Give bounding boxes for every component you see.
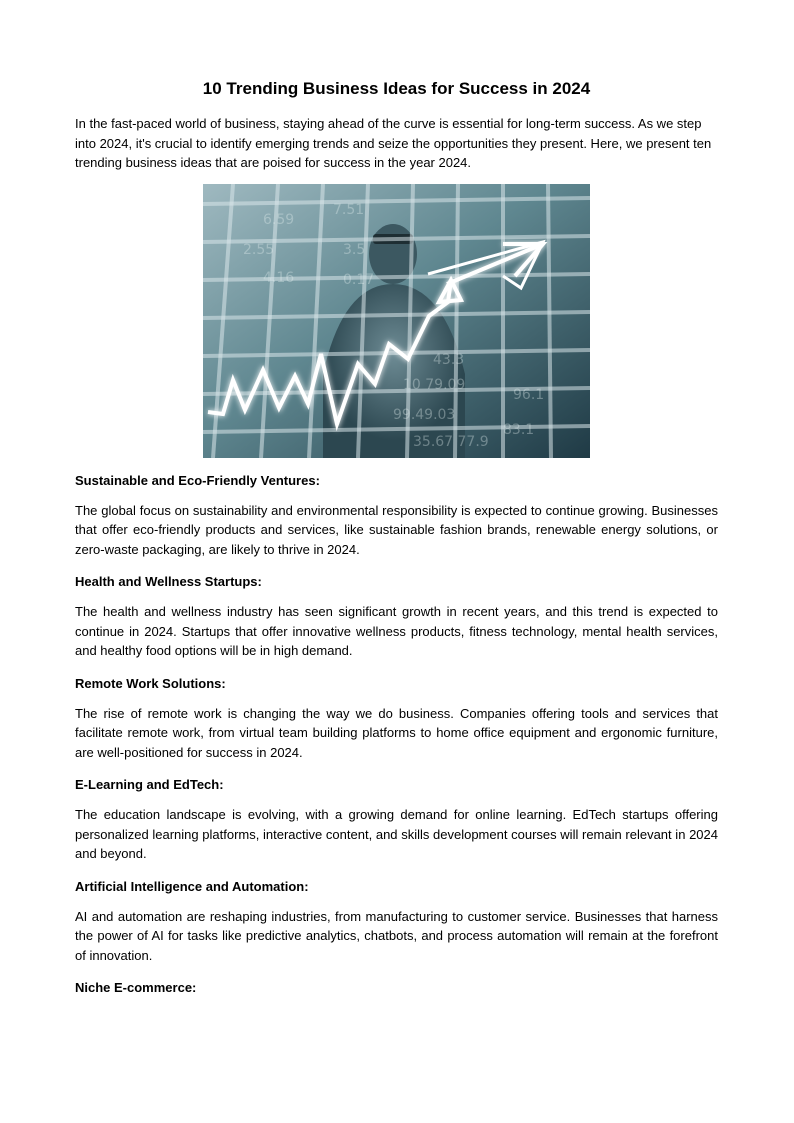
svg-text:6.59: 6.59 xyxy=(263,211,295,228)
svg-text:96.1: 96.1 xyxy=(513,386,545,403)
section-heading-sustainable: Sustainable and Eco-Friendly Ventures: xyxy=(75,472,320,488)
hero-image xyxy=(203,184,590,458)
section-body-health: The health and wellness industry has seen significant growth in recent years, and this trend is expected to continue in 2024. Startups that offer innovative wellness products, fitness technology, mental health services, and healthy food options will be in high demand. xyxy=(75,604,718,658)
section-heading-elearning: E-Learning and EdTech: xyxy=(75,777,224,792)
intro-paragraph: In the fast-paced world of business, staying ahead of the curve is essential for long-term success. As we step into 2024, it's crucial to identify emerging trends and seize the opportunities they present. Here, we present ten trending business ideas that are poised for success in the year 2024. xyxy=(75,116,712,170)
svg-text:2.55: 2.55 xyxy=(243,241,275,258)
svg-text:0.17: 0.17 xyxy=(343,271,375,288)
document-page xyxy=(75,78,718,1008)
svg-text:7.51: 7.51 xyxy=(333,201,365,218)
svg-text:4.16: 4.16 xyxy=(263,269,295,286)
section-heading-remote-work: Remote Work Solutions: xyxy=(75,675,226,691)
section-heading-ai: Artificial Intelligence and Automation: xyxy=(75,878,309,894)
section-body-ai: AI and automation are reshaping industries, from manufacturing to customer service. Businesses that harness the power of AI for tasks like predictive analytics, chatbots, and process automation will remain at the forefront of innovation. xyxy=(75,908,718,963)
svg-text:83.1: 83.1 xyxy=(503,421,535,438)
section-heading-niche-ecommerce: Niche E-commerce: xyxy=(75,980,197,995)
page-title: 10 Trending Business Ideas for Success in 2024 xyxy=(202,79,591,98)
svg-text:43.3: 43.3 xyxy=(433,351,465,368)
svg-text:35.67 77.9: 35.67 77.9 xyxy=(413,433,489,450)
svg-text:99.49.03: 99.49.03 xyxy=(393,406,456,423)
section-body-remote-work: The rise of remote work is changing the way we do business. Companies offering tools and services that facilitate remote work, from virtual team building platforms to home office equipment and ergonomic furniture, are well-positioned for success in 2024. xyxy=(75,705,718,760)
section-body-elearning: The education landscape is evolving, with a growing demand for online learning. EdTech startups offering personalized learning platforms, interactive content, and skills development courses will remain relevant in 2024 and beyond. xyxy=(75,807,718,861)
svg-text:3.5: 3.5 xyxy=(343,241,366,258)
svg-text:10 79.09: 10 79.09 xyxy=(403,376,466,393)
section-heading-health: Health and Wellness Startups: xyxy=(75,574,262,589)
section-body-sustainable: The global focus on sustainability and environmental responsibility is expected to continue growing. Businesses that offer eco-friendly products and services, like sustainable fashion brands, renewable energy solutions, or zero-waste packaging, are likely to thrive in 2024. xyxy=(75,502,718,557)
